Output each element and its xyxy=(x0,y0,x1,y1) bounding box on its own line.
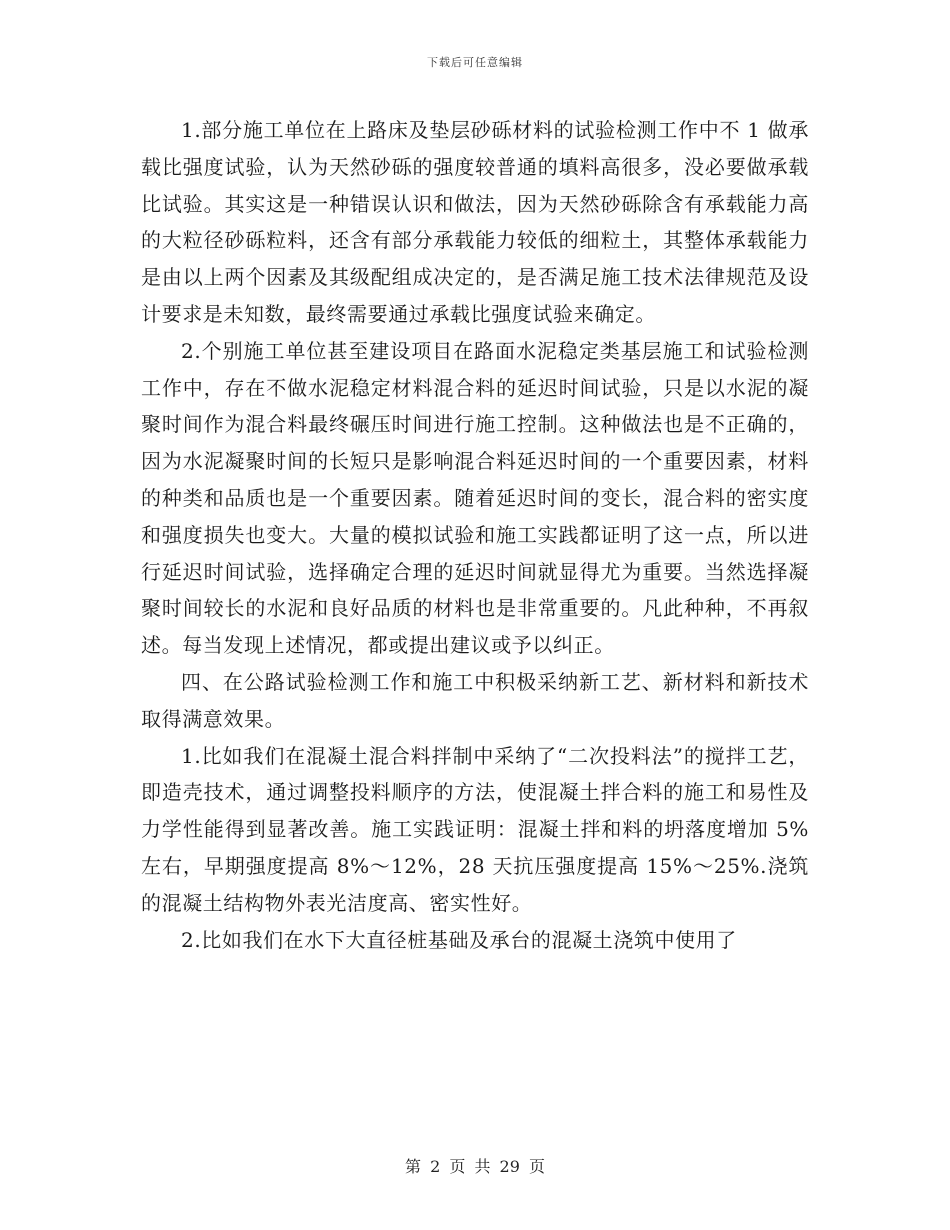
page-total: 29 xyxy=(499,1157,520,1176)
page-label-prefix: 第 xyxy=(404,1157,421,1176)
page-footer xyxy=(0,1154,950,1177)
page-label-middle: 页 共 xyxy=(449,1157,491,1176)
paragraph: 1.部分施工单位在上路床及垫层砂砾材料的试验检测工作中不 1 做承载比强度试验，认为天然砂砾的强度较普通的填料高很多，没必要做承载比试验。其实这是一种错误认识和做法，因为天然砂砾除含有承载能力高的大粒径砂砾粒料，还含有部分承载能力较低的细粒土，其整体承载能力是由以上两个因素及其级配组成决定的，是否满足施工技术法律规范及设计要求是未知数，最终需要通过承载比强度试验来确定。 xyxy=(141,118,809,326)
page-label-suffix: 页 xyxy=(529,1157,546,1176)
section-heading: 四、在公路试验检测工作和施工中积极采纳新工艺、新材料和新技术取得满意效果。 xyxy=(141,669,809,731)
document-body xyxy=(141,112,809,958)
page-number: 2 xyxy=(430,1157,441,1176)
paragraph: 1.比如我们在混凝土混合料拌制中采纳了“二次投料法”的搅拌工艺，即造壳技术，通过调整投料顺序的方法，使混凝土拌合料的施工和易性及力学性能得到显著改善。施工实践证明：混凝土拌和料的坍落度增加 5%左右，早期强度提高 8%～12%，28 天抗压强度提高 15%～25%.浇筑的混凝土结构物外表光洁度高、密实性好。 xyxy=(141,743,809,915)
paragraph: 2.个别施工单位甚至建设项目在路面水泥稳定类基层施工和试验检测工作中，存在不做水泥稳定材料混合料的延迟时间试验，只是以水泥的凝聚时间作为混合料最终碾压时间进行施工控制。这种做法也是不正确的，因为水泥凝聚时间的长短只是影响混合料延迟时间的一个重要因素，材料的种类和品质也是一个重要因素。随着延迟时间的变长，混合料的密实度和强度损失也变大。大量的模拟试验和施工实践都证明了这一点，所以进行延迟时间试验，选择确定合理的延迟时间就显得尤为重要。当然选择凝聚时间较长的水泥和良好品质的材料也是非常重要的。凡此种种，不再叙述。每当发现上述情况，都或提出建议或予以纠正。 xyxy=(141,338,809,658)
paragraph: 2.比如我们在水下大直径桩基础及承台的混凝土浇筑中使用了 xyxy=(181,927,737,952)
page-header: 下载后可任意编辑 xyxy=(427,56,523,69)
